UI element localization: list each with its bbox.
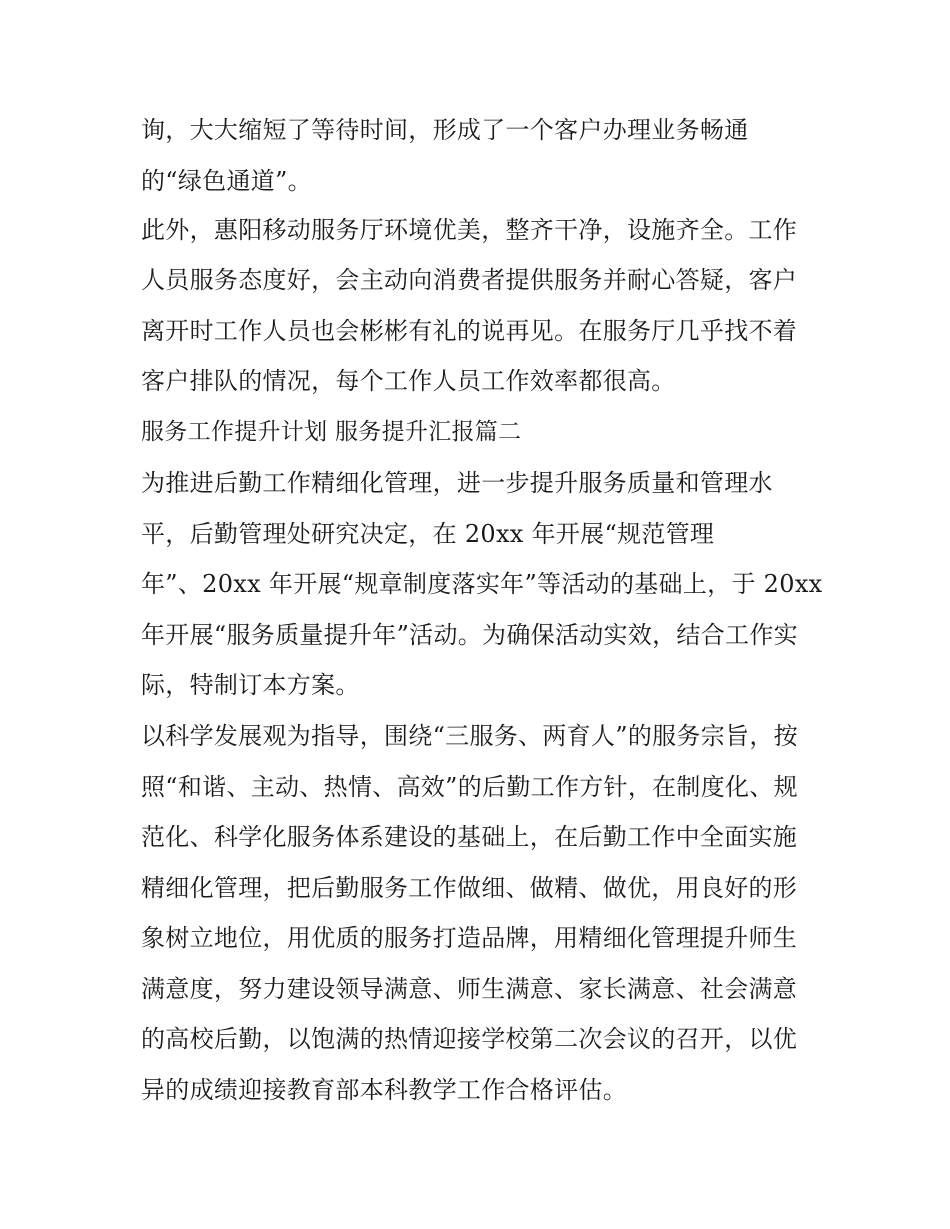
text-line: 的“绿色通道”。 bbox=[141, 167, 312, 195]
text-line: 以科学发展观为指导，围绕“三服务、两育人”的服务宗旨，按 bbox=[141, 722, 798, 750]
text-line: 的高校后勤，以饱满的热情迎接学校第二次会议的召开，以优 bbox=[141, 1025, 798, 1053]
text-line: 年”、20xx 年开展“规章制度落实年”等活动的基础上，于 20xx bbox=[141, 570, 823, 598]
text-line: 范化、科学化服务体系建设的基础上，在后勤工作中全面实施 bbox=[141, 823, 798, 851]
text-line: 满意度，努力建设领导满意、师生满意、家长满意、社会满意 bbox=[141, 975, 798, 1003]
text-line: 精细化管理，把后勤服务工作做细、做精、做优，用良好的形 bbox=[141, 874, 798, 902]
text-line: 此外，惠阳移动服务厅环境优美，整齐干净，设施齐全。工作 bbox=[141, 216, 798, 244]
text-line: 客户排队的情况，每个工作人员工作效率都很高。 bbox=[141, 367, 676, 395]
text-line: 询，大大缩短了等待时间，形成了一个客户办理业务畅通 bbox=[141, 116, 749, 144]
section-heading: 服务工作提升计划 服务提升汇报篇二 bbox=[141, 419, 522, 445]
text-line: 象树立地位，用优质的服务打造品牌，用精细化管理提升师生 bbox=[141, 924, 798, 952]
text-line: 际，特制订本方案。 bbox=[141, 671, 360, 699]
text-line: 人员服务态度好，会主动向消费者提供服务并耐心答疑，客户 bbox=[141, 266, 798, 294]
text-line: 离开时工作人员也会彬彬有礼的说再见。在服务厅几乎找不着 bbox=[141, 317, 798, 345]
text-line: 照“和谐、主动、热情、高效”的后勤工作方针，在制度化、规 bbox=[141, 773, 798, 801]
text-line: 异的成绩迎接教育部本科教学工作合格评估。 bbox=[141, 1076, 627, 1104]
text-line: 年开展“服务质量提升年”活动。为确保活动实效，结合工作实 bbox=[141, 621, 798, 649]
text-line: 平，后勤管理处研究决定，在 20xx 年开展“规范管理 bbox=[141, 520, 715, 548]
text-line: 为推进后勤工作精细化管理，进一步提升服务质量和管理水 bbox=[141, 469, 773, 497]
